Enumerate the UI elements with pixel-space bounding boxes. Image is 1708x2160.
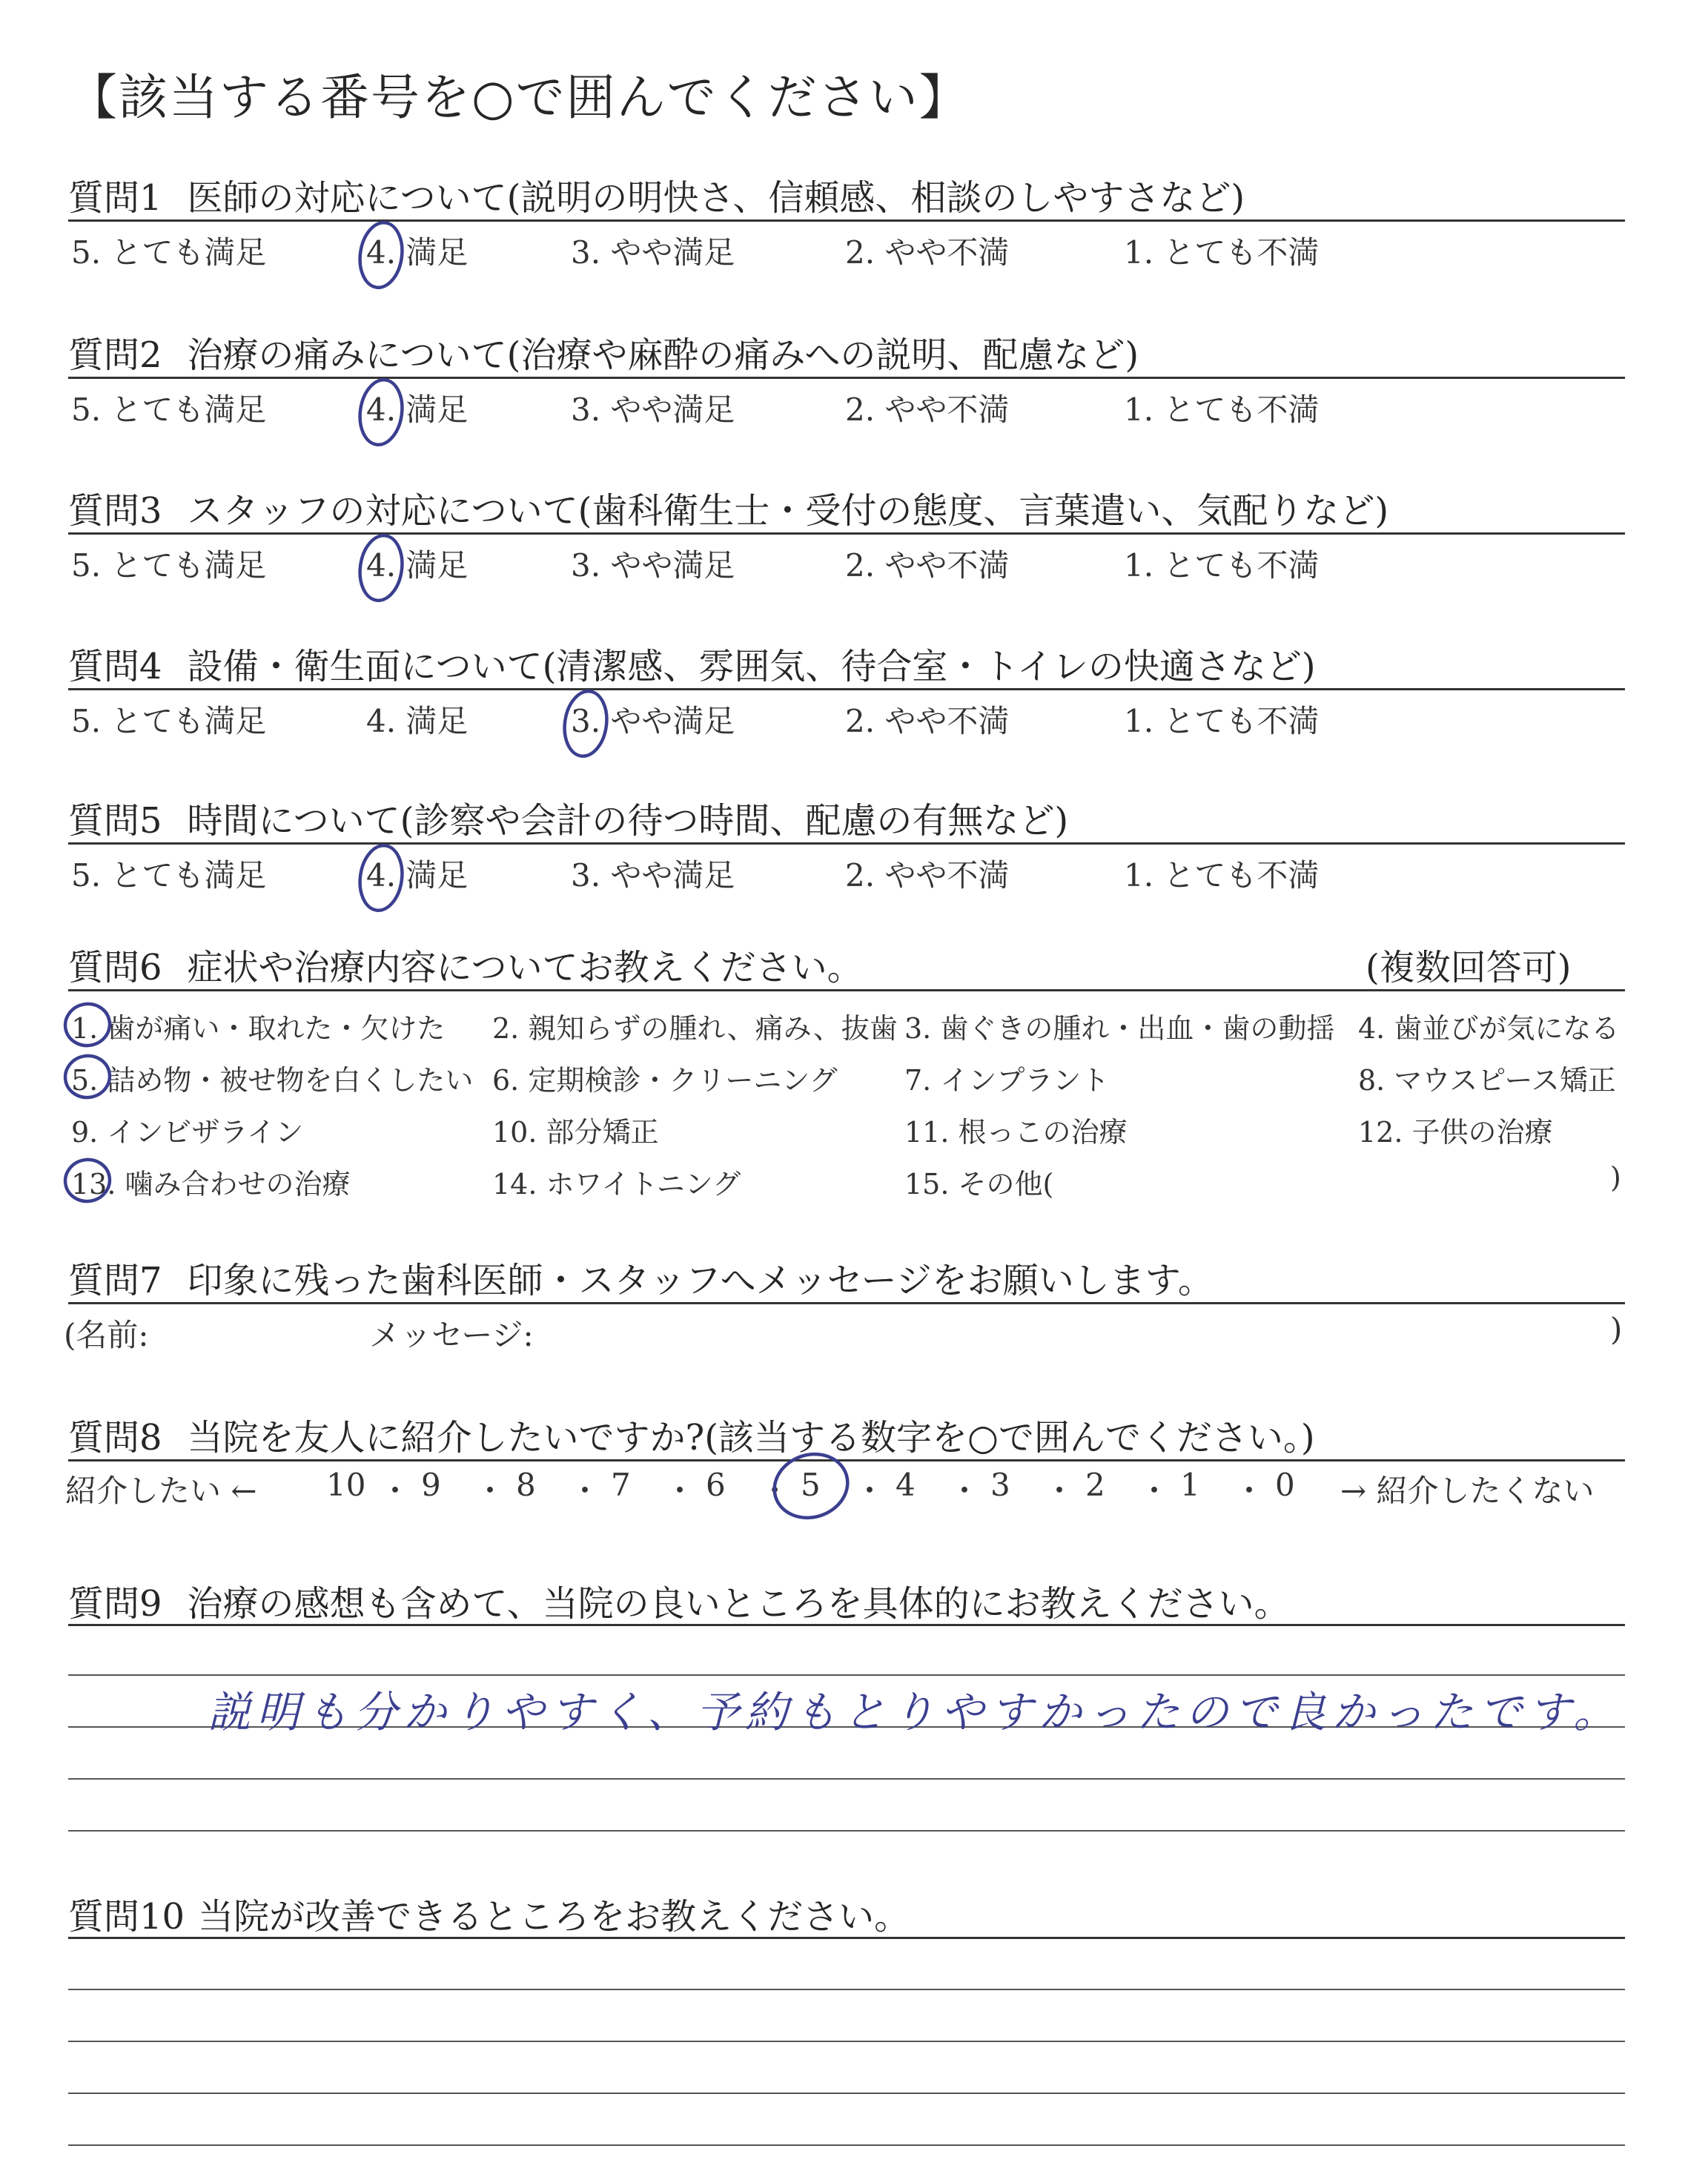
q1-rule [68, 219, 1625, 222]
q5-number: 質問5 [68, 800, 162, 842]
q8-title [68, 1409, 1315, 1460]
q6-option-3[interactable]: 3. 歯ぐきの腫れ・出血・歯の動揺 [904, 1012, 1335, 1045]
q6-text: 症状や治療内容についてお教えください。 [187, 947, 863, 988]
q6-option-5[interactable]: 5. 詰め物・被せ物を白くしたい [71, 1064, 474, 1097]
q8-scale-0[interactable]: 0 [1275, 1467, 1295, 1503]
q5-option-4[interactable]: 4. 満足 [366, 857, 469, 894]
q7-number: 質問7 [68, 1260, 162, 1301]
q6-option-14[interactable]: 14. ホワイトニング [492, 1168, 741, 1200]
q10-number: 質問10 [68, 1896, 185, 1938]
q8-left-label: 紹介したい ← [65, 1473, 257, 1509]
q9-rule [68, 1624, 1625, 1626]
q6-number: 質問6 [68, 947, 162, 988]
q8-scale-10[interactable]: 10 [326, 1467, 366, 1503]
q6-option-1[interactable]: 1. 歯が痛い・取れた・欠けた [71, 1012, 446, 1045]
q8-scale-8[interactable]: 8 [516, 1467, 536, 1503]
q9-answer-line-4 [68, 1830, 1625, 1832]
q6-option-13[interactable]: 13. 噛み合わせの治療 [71, 1168, 351, 1200]
q1-option-2[interactable]: 2. やや不満 [845, 234, 1010, 271]
q1-option-3[interactable]: 3. やや満足 [571, 234, 735, 271]
q8-scale-dot: ・ [569, 1473, 601, 1509]
q2-option-3[interactable]: 3. やや満足 [571, 392, 735, 428]
q10-answer-line-4 [68, 2144, 1625, 2146]
q8-scale-dot: ・ [759, 1473, 791, 1509]
instruction-header: 【該当する番号を○で囲んでください】 [68, 69, 970, 126]
q5-option-2[interactable]: 2. やや不満 [845, 857, 1010, 894]
q6-option-10[interactable]: 10. 部分矯正 [492, 1116, 659, 1149]
q3-text: スタッフの対応について(歯科衛生士・受付の態度、言葉遣い、気配りなど) [187, 490, 1389, 532]
q2-option-5[interactable]: 5. とても満足 [71, 392, 267, 428]
q6-option-15[interactable]: 15. その他( [904, 1168, 1054, 1200]
q5-text: 時間について(診察や会計の待つ時間、配慮の有無など) [187, 800, 1069, 842]
q3-option-4[interactable]: 4. 満足 [366, 547, 469, 584]
q8-scale-dot: ・ [854, 1473, 886, 1509]
q4-option-4[interactable]: 4. 満足 [366, 703, 469, 739]
q2-text: 治療の痛みについて(治療や麻酔の痛みへの説明、配慮など) [187, 334, 1139, 376]
q2-number: 質問2 [68, 334, 162, 376]
q8-scale-dot: ・ [1139, 1473, 1171, 1509]
q8-scale-1[interactable]: 1 [1180, 1467, 1200, 1503]
q9-title [68, 1575, 1290, 1626]
q1-option-4[interactable]: 4. 満足 [366, 234, 469, 271]
q8-scale-dot: ・ [1234, 1473, 1265, 1509]
q8-scale-3[interactable]: 3 [990, 1467, 1010, 1503]
q10-answer-line-2 [68, 2041, 1625, 2042]
q1-option-5[interactable]: 5. とても満足 [71, 234, 267, 271]
q6-option-9[interactable]: 9. インビザライン [71, 1116, 304, 1149]
q10-answer-line-1 [68, 1989, 1625, 1990]
q2-rule [68, 377, 1625, 379]
q6-option-6[interactable]: 6. 定期検診・クリーニング [492, 1064, 838, 1097]
q5-title [68, 792, 1068, 843]
q6-option-12[interactable]: 12. 子供の治療 [1358, 1116, 1553, 1149]
q2-title [68, 326, 1139, 377]
q7-rule [68, 1302, 1625, 1304]
q8-number: 質問8 [68, 1417, 162, 1459]
q10-title [68, 1888, 910, 1939]
q6-option-2[interactable]: 2. 親知らずの腫れ、痛み、抜歯 [492, 1012, 898, 1045]
q4-option-5[interactable]: 5. とても満足 [71, 703, 267, 739]
q8-scale-7[interactable]: 7 [611, 1467, 631, 1503]
q3-option-5[interactable]: 5. とても満足 [71, 547, 267, 584]
q6-rule [68, 989, 1625, 991]
q6-multi-answer-note: (複数回答可) [1366, 947, 1572, 988]
q8-scale-5[interactable]: 5 [801, 1467, 821, 1503]
q3-option-1[interactable]: 1. とても不満 [1124, 547, 1320, 584]
q6-other-close-paren: ) [1610, 1161, 1621, 1194]
q4-option-1[interactable]: 1. とても不満 [1124, 703, 1320, 739]
q2-option-4[interactable]: 4. 満足 [366, 392, 469, 428]
q6-option-8[interactable]: 8. マウスピース矯正 [1358, 1064, 1616, 1097]
q5-option-3[interactable]: 3. やや満足 [571, 857, 735, 894]
q4-text: 設備・衛生面について(清潔感、雰囲気、待合室・トイレの快適さなど) [187, 646, 1316, 687]
q6-option-11[interactable]: 11. 根っこの治療 [904, 1116, 1128, 1149]
q9-text: 治療の感想も含めて、当院の良いところを具体的にお教えください。 [187, 1583, 1290, 1625]
q9-answer-line-3 [68, 1778, 1625, 1780]
q6-option-7[interactable]: 7. インプラント [904, 1064, 1110, 1097]
q8-scale-dot: ・ [380, 1473, 411, 1509]
q3-option-2[interactable]: 2. やや不満 [845, 547, 1010, 584]
q5-rule [68, 842, 1625, 845]
q10-rule [68, 1937, 1625, 1939]
q8-scale-9[interactable]: 9 [421, 1467, 441, 1503]
q4-option-3[interactable]: 3. やや満足 [571, 703, 735, 739]
q4-number: 質問4 [68, 646, 162, 687]
q9-handwritten-answer: 説明も分かりやすく、予約もとりやすかったので良かったです。 [208, 1687, 1623, 1737]
q8-scale-dot: ・ [664, 1473, 696, 1509]
q10-answer-line-3 [68, 2093, 1625, 2094]
q1-number: 質問1 [68, 177, 162, 219]
q3-title [68, 482, 1388, 533]
q8-scale-6[interactable]: 6 [706, 1467, 726, 1503]
q6-title [68, 939, 863, 990]
q5-option-1[interactable]: 1. とても不満 [1124, 857, 1320, 894]
q4-rule [68, 688, 1625, 690]
q7-text: 印象に残った歯科医師・スタッフへメッセージをお願いします。 [187, 1260, 1214, 1301]
q1-option-1[interactable]: 1. とても不満 [1124, 234, 1320, 271]
q7-close-paren: ) [1610, 1311, 1623, 1347]
q8-scale-dot: ・ [474, 1473, 506, 1509]
q8-right-label: → 紹介したくない [1340, 1473, 1595, 1509]
q3-rule [68, 532, 1625, 535]
q1-text: 医師の対応について(説明の明快さ、信頼感、相談のしやすさなど) [187, 177, 1245, 219]
q2-option-1[interactable]: 1. とても不満 [1124, 392, 1320, 428]
q4-option-2[interactable]: 2. やや不満 [845, 703, 1010, 739]
q8-scale-4[interactable]: 4 [896, 1467, 916, 1503]
q4-title [68, 638, 1316, 689]
q3-option-3[interactable]: 3. やや満足 [571, 547, 735, 584]
q8-scale-dot: ・ [949, 1473, 981, 1509]
q8-scale-2[interactable]: 2 [1085, 1467, 1105, 1503]
q9-number: 質問9 [68, 1583, 162, 1625]
q8-rule [68, 1459, 1625, 1462]
q2-option-2[interactable]: 2. やや不満 [845, 392, 1010, 428]
q5-option-5[interactable]: 5. とても満足 [71, 857, 267, 894]
q8-text: 当院を友人に紹介したいですか?(該当する数字を○で囲んでください。) [187, 1417, 1315, 1459]
q7-name-label: (名前: [64, 1317, 149, 1353]
q3-number: 質問3 [68, 490, 162, 532]
q10-text: 当院が改善できるところをお教えください。 [198, 1896, 910, 1938]
q7-title [68, 1252, 1214, 1303]
q7-message-label: メッセージ: [369, 1317, 534, 1353]
q9-answer-line-1 [68, 1674, 1625, 1676]
q1-title [68, 169, 1245, 220]
q8-scale-dot: ・ [1044, 1473, 1076, 1509]
q6-option-4[interactable]: 4. 歯並びが気になる [1358, 1012, 1620, 1045]
